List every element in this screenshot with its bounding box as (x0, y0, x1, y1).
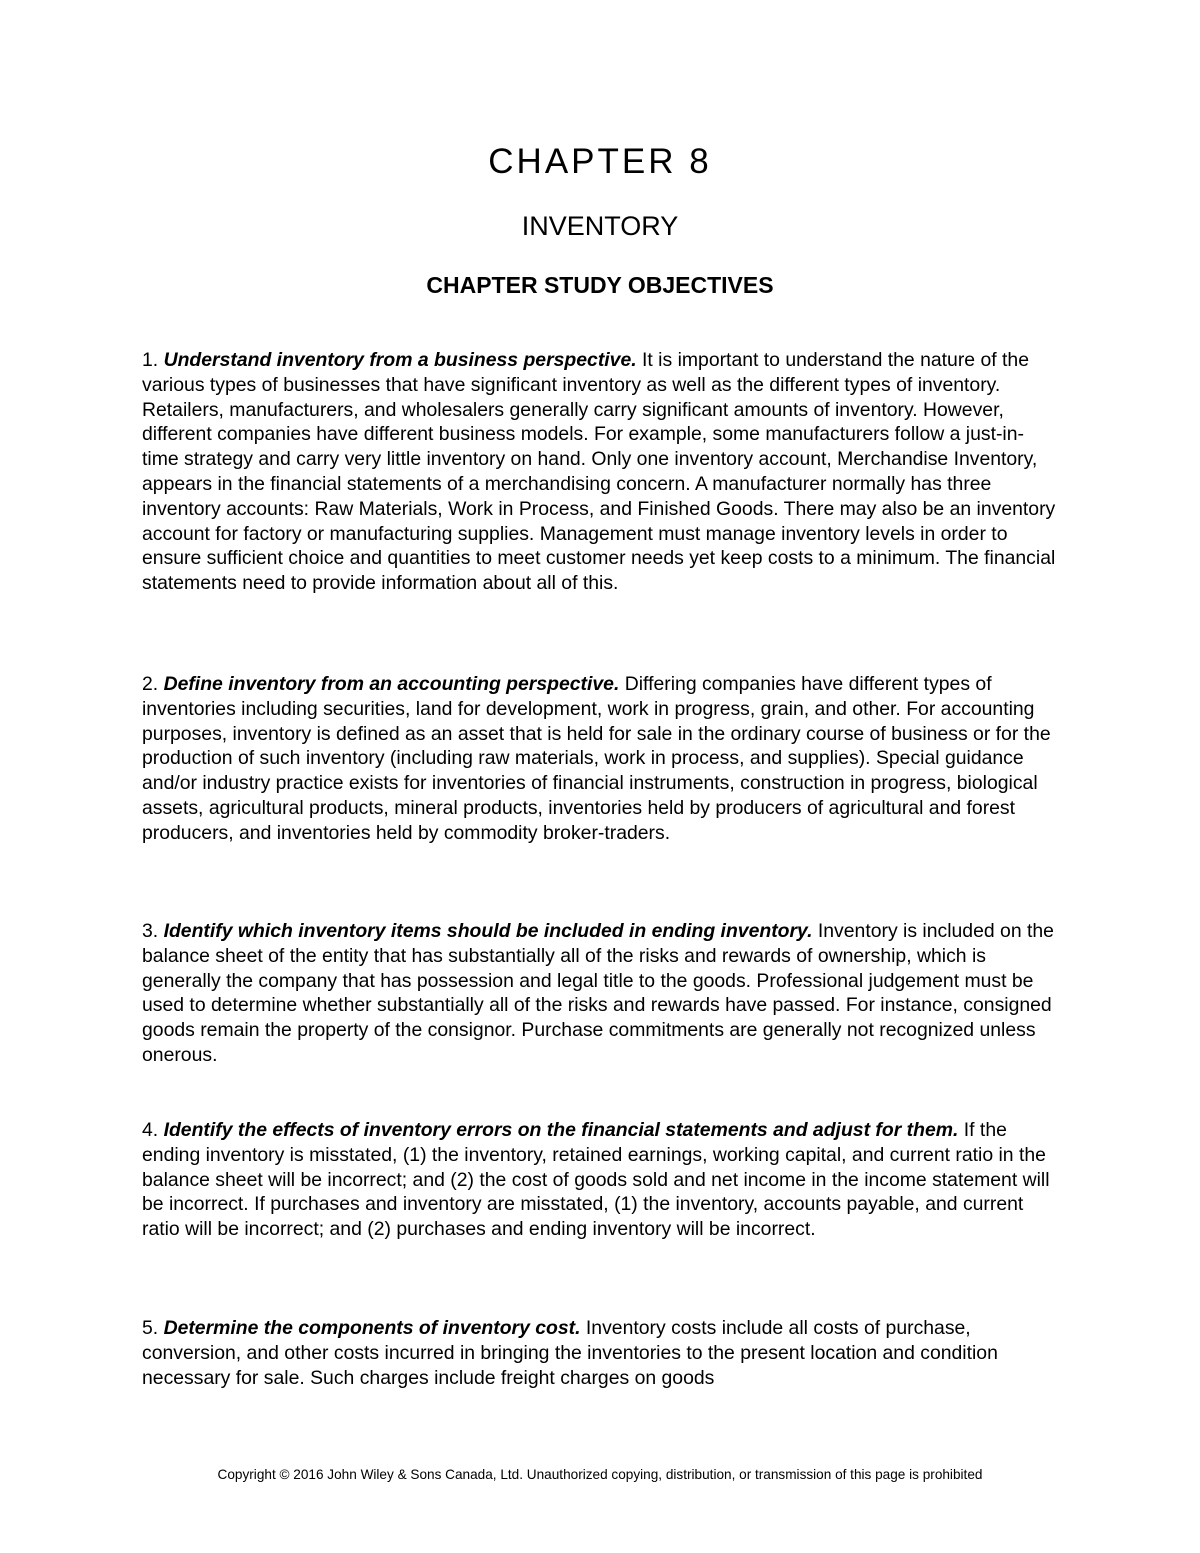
objective-number: 3. (142, 920, 159, 942)
objective-body: Inventory costs include all costs of purchase, conversion, and other costs incurred in bringing the inventories to the present location and condition necessary for sale. Such charges include freight charges on goods (142, 1317, 998, 1389)
objective-title: Identify which inventory items should be included in ending inventory. (163, 920, 813, 942)
objective-number: 1. (142, 349, 159, 371)
chapter-heading: CHAPTER 8 (488, 142, 712, 181)
objective-body: If the ending inventory is misstated, (1) the inventory, retained earnings, working capital, and current ratio in the balance sheet will be incorrect; and (2) the cost of goods sold and net income in the income statement will be incorrect. If purchases and inventory are misstated, (1) the inventory, accounts payable, and current ratio will be incorrect; and (2) purchases and ending inventory will be incorrect. (142, 1119, 1050, 1241)
objective-title: Determine the components of inventory cost. (163, 1317, 581, 1339)
objective-3 (142, 919, 1058, 1068)
objective-4 (142, 1118, 1058, 1242)
objective-5 (142, 1316, 1058, 1390)
objective-title: Understand inventory from a business perspective. (163, 349, 637, 371)
objective-number: 2. (142, 673, 159, 695)
copyright-footer: Copyright © 2016 John Wiley & Sons Canada, Ltd. Unauthorized copying, distribution, or transmission of this page is prohibited (217, 1467, 983, 1482)
objective-number: 5. (142, 1317, 159, 1339)
objective-body: Inventory is included on the balance sheet of the entity that has substantially all of the risks and rewards of ownership, which is generally the company that has possession and legal title to the goods. Professional judgement must be used to determine whether substantially all of the risks and rewards have passed. For instance, consigned goods remain the property of the consignor. Purchase commitments are generally not recognized unless onerous. (142, 920, 1054, 1066)
section-heading: CHAPTER STUDY OBJECTIVES (426, 272, 774, 298)
objective-title: Identify the effects of inventory errors on the financial statements and adjust for them. (163, 1119, 959, 1141)
objective-title: Define inventory from an accounting perspective. (163, 673, 620, 695)
chapter-topic: INVENTORY (521, 211, 679, 241)
objective-body: Differing companies have different types of inventories including securities, land for development, work in progress, grain, and other. For accounting purposes, inventory is defined as an asset that is held for sale in the ordinary course of business or for the production of such inventory (including raw materials, work in process, and supplies). Special guidance and/or industry practice exists for inventories of financial instruments, construction in progress, biological assets, agricultural products, mineral products, inventories held by producers of agricultural and forest producers, and inventories held by commodity broker-traders. (142, 673, 1051, 844)
objective-body: It is important to understand the nature of the various types of businesses that have significant inventory as well as the different types of inventory. Retailers, manufacturers, and wholesalers generally carry significant amounts of inventory. However, different companies have different business models. For example, some manufacturers follow a just-in-time strategy and carry very little inventory on hand. Only one inventory account, Merchandise Inventory, appears in the financial statements of a merchandising concern. A manufacturer normally has three inventory accounts: Raw Materials, Work in Process, and Finished Goods. There may also be an inventory account for factory or manufacturing supplies. Management must manage inventory levels in order to ensure sufficient choice and quantities to meet customer needs yet keep costs to a minimum. The financial statements need to provide information about all of this. (142, 349, 1056, 595)
objective-1 (142, 348, 1058, 596)
objective-number: 4. (142, 1119, 159, 1141)
objective-2 (142, 672, 1058, 846)
